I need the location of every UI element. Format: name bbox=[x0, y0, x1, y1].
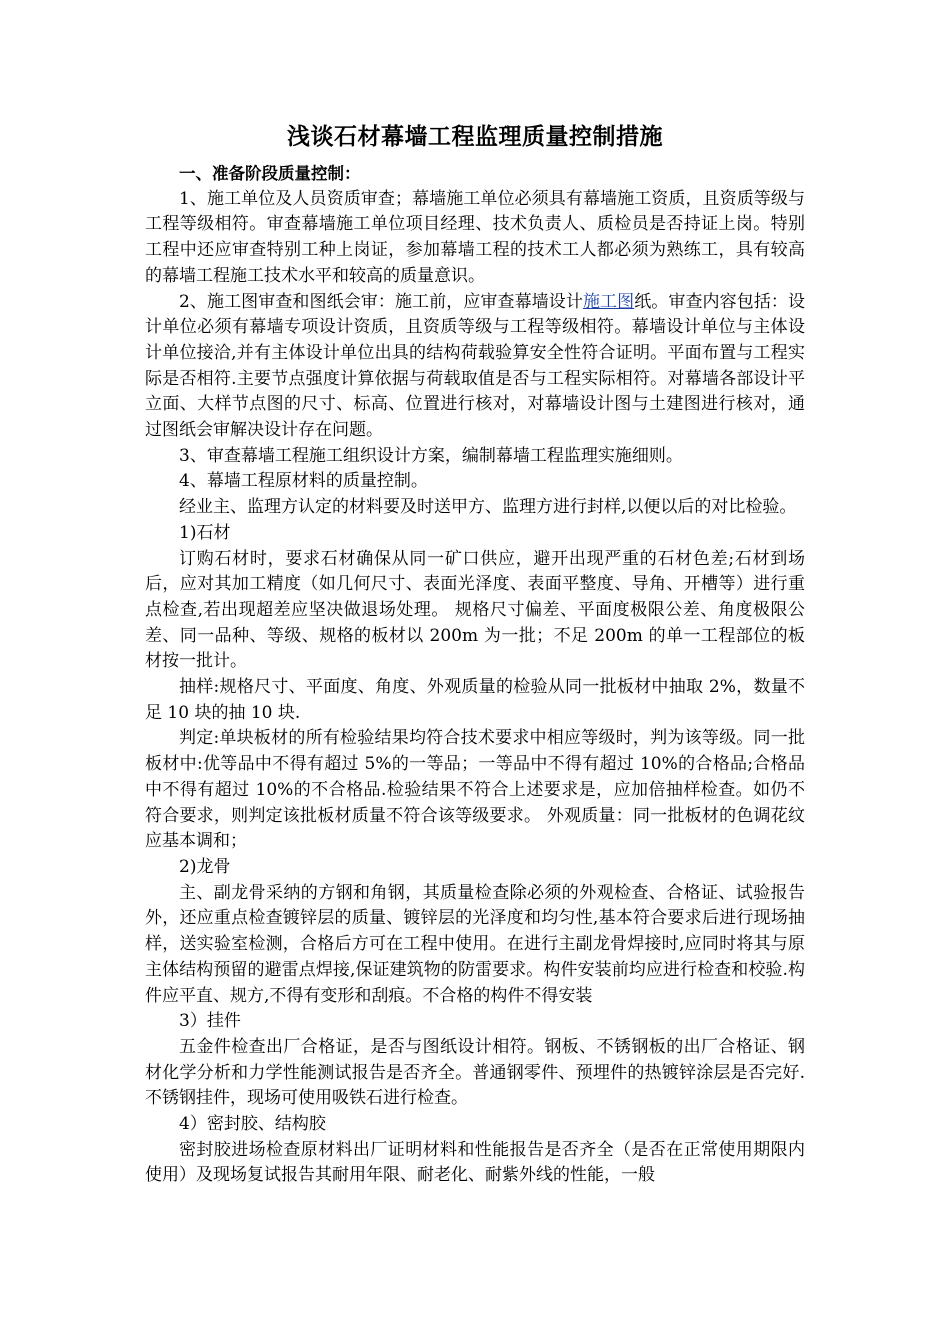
paragraph-material-control: 4、幕墙工程原材料的质量控制。 bbox=[179, 471, 428, 492]
subheading-sealant: 4）密封胶、结构胶 bbox=[179, 1114, 326, 1135]
paragraph-sealant: 密封胶进场检查原材料出厂证明材料和性能报告是否齐全（是否在正常使用期限内使用）及现场复试报告其耐用年限、耐老化、耐紫外线的性能，一般 bbox=[145, 1139, 805, 1186]
document-body bbox=[145, 161, 805, 1189]
paragraph-text: 纸。审查内容包括：设计单位必须有幕墙专项设计资质，且资质等级与工程等级相符。幕墙设计单位与主体设计单位接洽,并有主体设计单位出具的结构荷载验算安全性符合证明。平面布置与工程实际是否相符.主要节点强度计算依据与荷载取值是否与工程实际相符。对幕墙各部设计平立面、大样节点图的尺寸、标高、位置进行核对，对幕墙设计图与土建图进行核对，通过图纸会审解决设计存在问题。 bbox=[145, 291, 805, 441]
paragraph-judgement: 判定:单块板材的所有检验结果均符合技术要求中相应等级时，判为该等级。同一批板材中:优等品中不得有超过 5%的一等品；一等品中不得有超过 10%的合格品;合格品中不得有超过 10%的不合格品.检验结果不符合上述要求是，应加倍抽样检查。如仍不符合要求，则判定该批板材质量不符合该等级要求。 外观质量：同一批板材的色调花纹应基本调和； bbox=[145, 728, 805, 852]
document-title: 浅谈石材幕墙工程监理质量控制措施 bbox=[287, 124, 663, 150]
construction-drawing-link[interactable]: 施工图 bbox=[582, 291, 635, 312]
subheading-keel: 2)龙骨 bbox=[179, 856, 231, 877]
subheading-stone: 1)石材 bbox=[179, 522, 231, 543]
paragraph-sampling: 抽样:规格尺寸、平面度、角度、外观质量的检验从同一批板材中抽取 2%，数量不足 10 块的抽 10 块. bbox=[145, 677, 805, 723]
paragraph-hangers: 五金件检查出厂合格证，是否与图纸设计相符。钢板、不锈钢板的出厂合格证、钢材化学分析和力学性能测试报告是否齐全。普通钢零件、预埋件的热镀锌涂层是否完好.不锈钢挂件，现场可使用吸铁石进行检查。 bbox=[145, 1036, 805, 1109]
paragraph-keel: 主、副龙骨采纳的方钢和角钢，其质量检查除必须的外观检查、合格证、试验报告外，还应重点检查镀锌层的质量、镀锌层的光泽度和均匀性,基本符合要求后进行现场抽样，送实验室检测，合格后方可在工程中使用。在进行主副龙骨焊接时,应同时将其与原主体结构预留的避雷点焊接,保证建筑物的防雷要求。构件安装前均应进行检查和校验.构件应平直、规方,不得有变形和刮痕。不合格的构件不得安装 bbox=[145, 882, 805, 1006]
paragraph-qualification-review: 1、施工单位及人员资质审查；幕墙施工单位必须具有幕墙施工资质，且资质等级与工程等级相符。审查幕墙施工单位项目经理、技术负责人、质检员是否持证上岗。特别工程中还应审查特别工种上岗证，参加幕墙工程的技术工人都必须为熟练工，具有较高的幕墙工程施工技术水平和较高的质量意识。 bbox=[145, 188, 805, 286]
paragraph-drawing-review bbox=[145, 290, 805, 444]
paragraph-construction-plan: 3、审查幕墙工程施工组织设计方案，编制幕墙工程监理实施细则。 bbox=[179, 445, 683, 466]
paragraph-text: 2、施工图审查和图纸会审：施工前，应审查幕墙设计 bbox=[179, 291, 583, 312]
paragraph-stone-ordering: 订购石材时，要求石材确保从同一矿口供应，避开出现严重的石材色差;石材到场后，应对其加工精度（如几何尺寸、表面光泽度、表面平整度、导角、开槽等）进行重点检查,若出现超差应坚决做退场处理。 规格尺寸偏差、平面度极限公差、角度极限公差、同一品种、等级、规格的板材以 200m 为一批；不足 200m 的单一工程部位的板材按一批计。 bbox=[145, 548, 805, 672]
subheading-hangers: 3）挂件 bbox=[179, 1011, 241, 1032]
section-heading: 一、准备阶段质量控制： bbox=[179, 164, 361, 183]
paragraph-sample-sealing: 经业主、监理方认定的材料要及时送甲方、监理方进行封样,以便以后的对比检验。 bbox=[179, 497, 797, 518]
